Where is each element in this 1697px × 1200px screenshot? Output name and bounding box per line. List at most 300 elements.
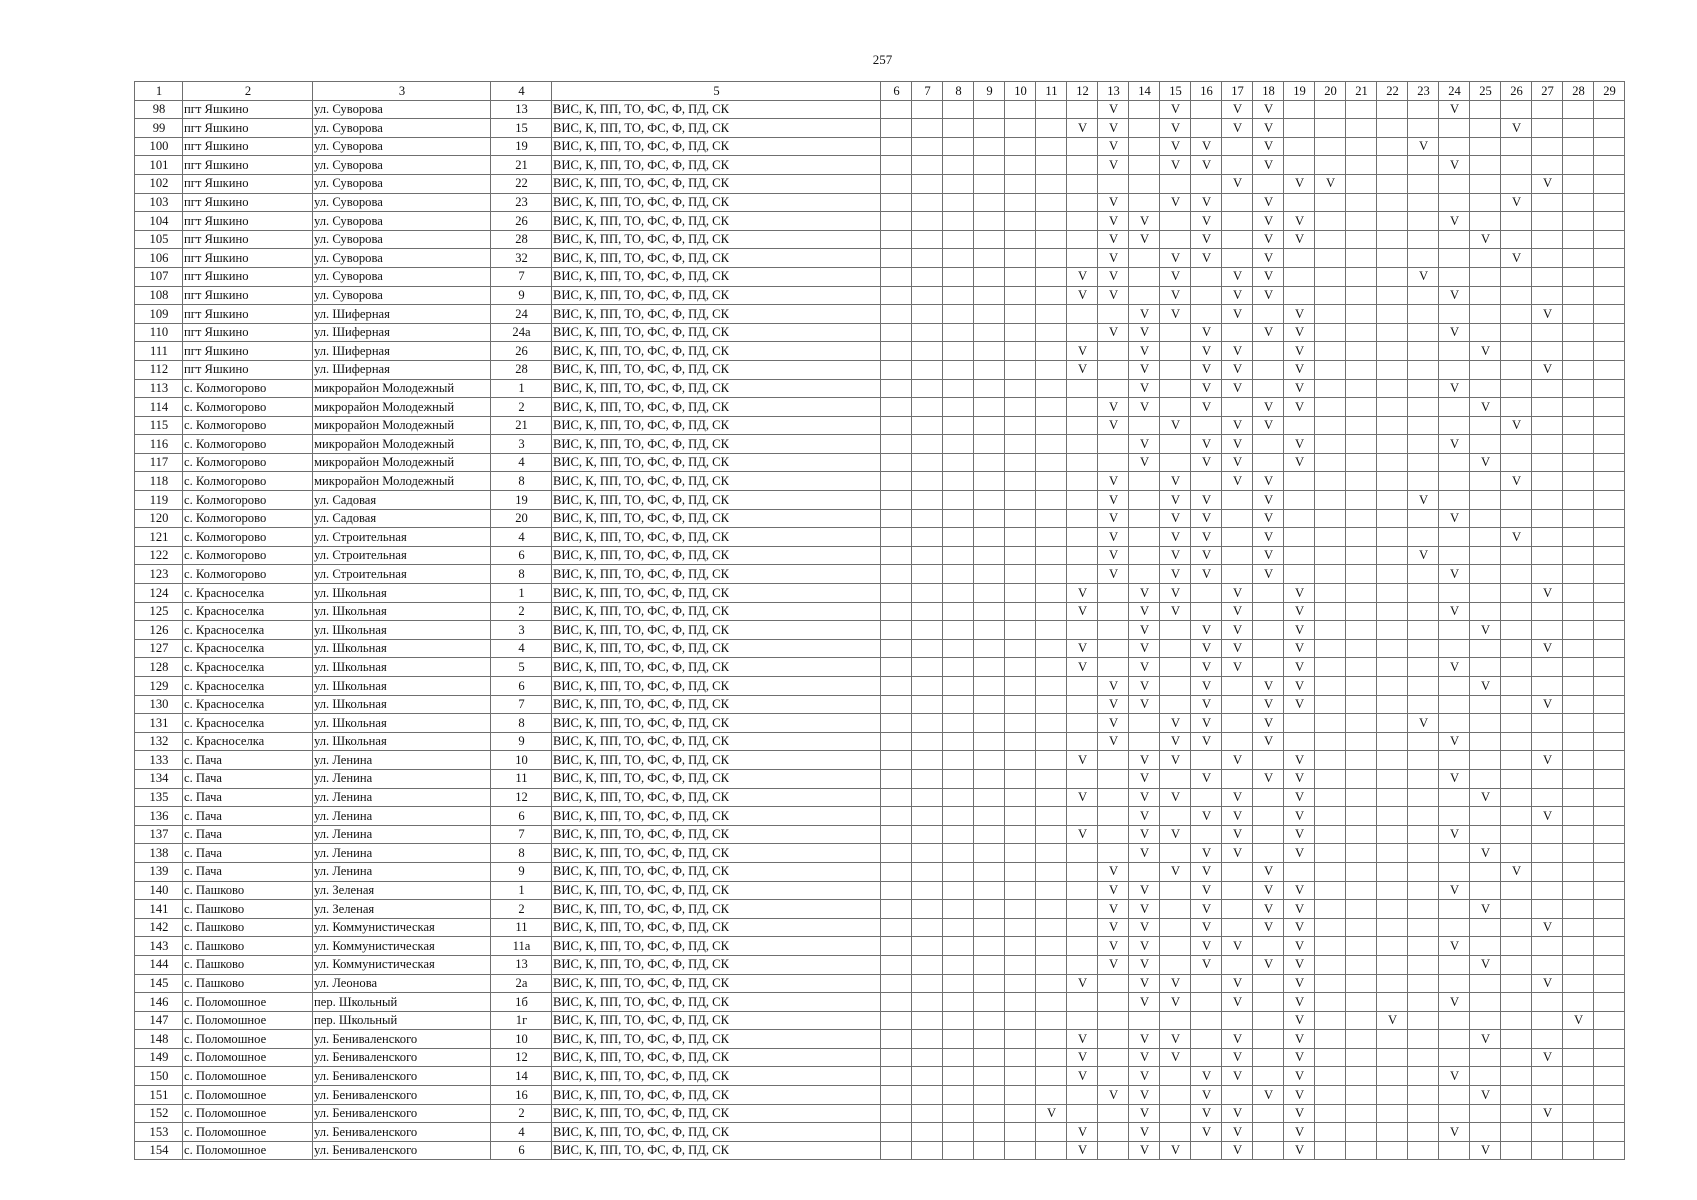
empty-cell: [1377, 119, 1408, 138]
empty-cell: [1408, 1141, 1439, 1160]
check-mark-cell: V: [1253, 918, 1284, 937]
empty-cell: [943, 714, 974, 733]
empty-cell: [1470, 435, 1501, 454]
empty-cell: [1284, 267, 1315, 286]
row-number: 140: [135, 881, 183, 900]
empty-cell: [912, 472, 943, 491]
empty-cell: [1036, 714, 1067, 733]
empty-cell: [912, 788, 943, 807]
empty-cell: [1594, 788, 1625, 807]
check-mark-cell: V: [1129, 677, 1160, 696]
check-mark-cell: V: [1439, 565, 1470, 584]
check-mark-cell: V: [1284, 1011, 1315, 1030]
work-types-cell: ВИС, К, ПП, ТО, ФС, Ф, ПД, СК: [552, 825, 881, 844]
empty-cell: [943, 119, 974, 138]
empty-cell: [1532, 453, 1563, 472]
empty-cell: [1408, 305, 1439, 324]
settlement-cell: с. Колмогорово: [183, 491, 313, 510]
empty-cell: [943, 658, 974, 677]
check-mark-cell: V: [1470, 955, 1501, 974]
empty-cell: [1036, 1123, 1067, 1142]
empty-cell: [1005, 137, 1036, 156]
empty-cell: [1501, 546, 1532, 565]
empty-cell: [1377, 602, 1408, 621]
empty-cell: [1036, 900, 1067, 919]
empty-cell: [943, 100, 974, 119]
empty-cell: [943, 862, 974, 881]
empty-cell: [1222, 881, 1253, 900]
empty-cell: [1315, 212, 1346, 231]
empty-cell: [1377, 379, 1408, 398]
empty-cell: [1191, 974, 1222, 993]
check-mark-cell: V: [1191, 1104, 1222, 1123]
empty-cell: [881, 1123, 912, 1142]
check-mark-cell: V: [1129, 900, 1160, 919]
empty-cell: [1532, 1123, 1563, 1142]
empty-cell: [881, 695, 912, 714]
empty-cell: [1501, 342, 1532, 361]
empty-cell: [1036, 249, 1067, 268]
empty-cell: [1222, 230, 1253, 249]
empty-cell: [1377, 528, 1408, 547]
check-mark-cell: V: [1129, 788, 1160, 807]
row-number: 125: [135, 602, 183, 621]
empty-cell: [1005, 844, 1036, 863]
check-mark-cell: V: [1098, 732, 1129, 751]
empty-cell: [1501, 137, 1532, 156]
empty-cell: [912, 584, 943, 603]
table-row: [135, 528, 1625, 547]
work-types-cell: ВИС, К, ПП, ТО, ФС, Ф, ПД, СК: [552, 360, 881, 379]
empty-cell: [1501, 323, 1532, 342]
check-mark-cell: V: [1129, 658, 1160, 677]
check-mark-cell: V: [1098, 695, 1129, 714]
house-number-cell: 28: [491, 230, 552, 249]
empty-cell: [1408, 453, 1439, 472]
work-types-cell: ВИС, К, ПП, ТО, ФС, Ф, ПД, СК: [552, 286, 881, 305]
empty-cell: [1594, 658, 1625, 677]
empty-cell: [1315, 677, 1346, 696]
settlement-cell: пгт Яшкино: [183, 230, 313, 249]
empty-cell: [1346, 509, 1377, 528]
empty-cell: [1594, 398, 1625, 417]
check-mark-cell: V: [1222, 658, 1253, 677]
empty-cell: [1067, 398, 1098, 417]
empty-cell: [1160, 918, 1191, 937]
check-mark-cell: V: [1191, 695, 1222, 714]
table-row: [135, 193, 1625, 212]
empty-cell: [1160, 323, 1191, 342]
empty-cell: [1036, 305, 1067, 324]
empty-cell: [1067, 212, 1098, 231]
street-cell: ул. Бенивалeнского: [313, 1086, 491, 1105]
empty-cell: [1036, 379, 1067, 398]
check-mark-cell: V: [1284, 974, 1315, 993]
empty-cell: [1470, 119, 1501, 138]
empty-cell: [1439, 714, 1470, 733]
column-header-10: 10: [1005, 82, 1036, 101]
table-row: [135, 1067, 1625, 1086]
check-mark-cell: V: [1222, 974, 1253, 993]
empty-cell: [1594, 546, 1625, 565]
check-mark-cell: V: [1501, 249, 1532, 268]
empty-cell: [1346, 769, 1377, 788]
check-mark-cell: V: [1284, 1086, 1315, 1105]
check-mark-cell: V: [1129, 825, 1160, 844]
table-row: [135, 732, 1625, 751]
empty-cell: [1377, 249, 1408, 268]
check-mark-cell: V: [1129, 639, 1160, 658]
empty-cell: [1005, 695, 1036, 714]
empty-cell: [1439, 267, 1470, 286]
empty-cell: [1005, 1141, 1036, 1160]
empty-cell: [1594, 305, 1625, 324]
empty-cell: [1532, 249, 1563, 268]
empty-cell: [1470, 100, 1501, 119]
table-row: [135, 621, 1625, 640]
empty-cell: [1067, 174, 1098, 193]
empty-cell: [1439, 305, 1470, 324]
work-types-cell: ВИС, К, ПП, ТО, ФС, Ф, ПД, СК: [552, 1141, 881, 1160]
empty-cell: [1563, 267, 1594, 286]
check-mark-cell: V: [1098, 156, 1129, 175]
house-number-cell: 12: [491, 788, 552, 807]
empty-cell: [881, 602, 912, 621]
row-number: 147: [135, 1011, 183, 1030]
empty-cell: [1594, 286, 1625, 305]
check-mark-cell: V: [1160, 546, 1191, 565]
empty-cell: [912, 900, 943, 919]
empty-cell: [1346, 1011, 1377, 1030]
work-types-cell: ВИС, К, ПП, ТО, ФС, Ф, ПД, СК: [552, 416, 881, 435]
empty-cell: [1408, 844, 1439, 863]
empty-cell: [1594, 435, 1625, 454]
empty-cell: [881, 323, 912, 342]
street-cell: ул. Садовая: [313, 509, 491, 528]
check-mark-cell: V: [1129, 1141, 1160, 1160]
empty-cell: [1346, 714, 1377, 733]
empty-cell: [1563, 639, 1594, 658]
empty-cell: [1408, 1030, 1439, 1049]
check-mark-cell: V: [1160, 305, 1191, 324]
empty-cell: [1284, 119, 1315, 138]
empty-cell: [1439, 1086, 1470, 1105]
check-mark-cell: V: [1439, 769, 1470, 788]
empty-cell: [912, 546, 943, 565]
empty-cell: [1036, 565, 1067, 584]
empty-cell: [1563, 1141, 1594, 1160]
empty-cell: [1377, 360, 1408, 379]
empty-cell: [1036, 677, 1067, 696]
check-mark-cell: V: [1284, 900, 1315, 919]
empty-cell: [1594, 509, 1625, 528]
check-mark-cell: V: [1191, 900, 1222, 919]
empty-cell: [1501, 584, 1532, 603]
empty-cell: [1346, 1141, 1377, 1160]
empty-cell: [974, 565, 1005, 584]
row-number: 111: [135, 342, 183, 361]
check-mark-cell: V: [1098, 119, 1129, 138]
settlement-cell: с. Красноселка: [183, 658, 313, 677]
empty-cell: [1377, 342, 1408, 361]
check-mark-cell: V: [1222, 1048, 1253, 1067]
empty-cell: [1315, 249, 1346, 268]
house-number-cell: 4: [491, 453, 552, 472]
empty-cell: [943, 249, 974, 268]
street-cell: микрорайон Молодежный: [313, 379, 491, 398]
work-types-cell: ВИС, К, ПП, ТО, ФС, Ф, ПД, СК: [552, 174, 881, 193]
empty-cell: [943, 1141, 974, 1160]
empty-cell: [1346, 212, 1377, 231]
check-mark-cell: V: [1067, 1141, 1098, 1160]
empty-cell: [1439, 342, 1470, 361]
empty-cell: [1036, 658, 1067, 677]
empty-cell: [1346, 119, 1377, 138]
empty-cell: [1470, 881, 1501, 900]
empty-cell: [881, 639, 912, 658]
check-mark-cell: V: [1284, 305, 1315, 324]
table-row: [135, 267, 1625, 286]
check-mark-cell: V: [1253, 119, 1284, 138]
empty-cell: [1563, 100, 1594, 119]
settlement-cell: с. Красноселка: [183, 639, 313, 658]
work-types-cell: ВИС, К, ПП, ТО, ФС, Ф, ПД, СК: [552, 714, 881, 733]
check-mark-cell: V: [1191, 769, 1222, 788]
empty-cell: [1501, 286, 1532, 305]
empty-cell: [1439, 1030, 1470, 1049]
check-mark-cell: V: [1191, 937, 1222, 956]
empty-cell: [1408, 900, 1439, 919]
empty-cell: [1067, 435, 1098, 454]
empty-cell: [1036, 1141, 1067, 1160]
check-mark-cell: V: [1377, 1011, 1408, 1030]
empty-cell: [1346, 230, 1377, 249]
empty-cell: [1470, 658, 1501, 677]
settlement-cell: с. Пашково: [183, 881, 313, 900]
empty-cell: [1067, 993, 1098, 1012]
empty-cell: [1160, 807, 1191, 826]
empty-cell: [1253, 1067, 1284, 1086]
empty-cell: [881, 677, 912, 696]
empty-cell: [912, 881, 943, 900]
empty-cell: [1439, 119, 1470, 138]
empty-cell: [1501, 658, 1532, 677]
empty-cell: [974, 528, 1005, 547]
check-mark-cell: V: [1160, 509, 1191, 528]
empty-cell: [1501, 1011, 1532, 1030]
empty-cell: [912, 156, 943, 175]
empty-cell: [943, 193, 974, 212]
empty-cell: [1067, 156, 1098, 175]
empty-cell: [1594, 212, 1625, 231]
table-row: [135, 546, 1625, 565]
empty-cell: [1470, 472, 1501, 491]
empty-cell: [1470, 546, 1501, 565]
empty-cell: [1222, 677, 1253, 696]
empty-cell: [1129, 1011, 1160, 1030]
empty-cell: [912, 491, 943, 510]
check-mark-cell: V: [1067, 974, 1098, 993]
empty-cell: [943, 1030, 974, 1049]
empty-cell: [1470, 193, 1501, 212]
street-cell: ул. Ленина: [313, 825, 491, 844]
empty-cell: [1005, 937, 1036, 956]
empty-cell: [1408, 881, 1439, 900]
empty-cell: [1005, 546, 1036, 565]
check-mark-cell: V: [1067, 1067, 1098, 1086]
empty-cell: [1222, 528, 1253, 547]
check-mark-cell: V: [1532, 174, 1563, 193]
empty-cell: [943, 807, 974, 826]
row-number: 145: [135, 974, 183, 993]
empty-cell: [1067, 528, 1098, 547]
empty-cell: [1098, 602, 1129, 621]
empty-cell: [1594, 472, 1625, 491]
empty-cell: [912, 732, 943, 751]
empty-cell: [943, 472, 974, 491]
empty-cell: [1377, 658, 1408, 677]
work-types-cell: ВИС, К, ПП, ТО, ФС, Ф, ПД, СК: [552, 881, 881, 900]
empty-cell: [974, 174, 1005, 193]
empty-cell: [1408, 100, 1439, 119]
empty-cell: [974, 249, 1005, 268]
empty-cell: [881, 249, 912, 268]
check-mark-cell: V: [1253, 862, 1284, 881]
empty-cell: [1315, 491, 1346, 510]
empty-cell: [1501, 565, 1532, 584]
empty-cell: [1594, 769, 1625, 788]
empty-cell: [974, 1086, 1005, 1105]
check-mark-cell: V: [1222, 342, 1253, 361]
empty-cell: [881, 732, 912, 751]
settlement-cell: с. Пача: [183, 862, 313, 881]
empty-cell: [1470, 360, 1501, 379]
empty-cell: [881, 546, 912, 565]
work-types-cell: ВИС, К, ПП, ТО, ФС, Ф, ПД, СК: [552, 528, 881, 547]
check-mark-cell: V: [1222, 807, 1253, 826]
empty-cell: [1532, 1030, 1563, 1049]
empty-cell: [912, 1086, 943, 1105]
check-mark-cell: V: [1129, 955, 1160, 974]
check-mark-cell: V: [1222, 788, 1253, 807]
check-mark-cell: V: [1284, 174, 1315, 193]
work-types-cell: ВИС, К, ПП, ТО, ФС, Ф, ПД, СК: [552, 602, 881, 621]
empty-cell: [1191, 1011, 1222, 1030]
empty-cell: [1563, 472, 1594, 491]
house-number-cell: 1: [491, 379, 552, 398]
empty-cell: [1036, 342, 1067, 361]
empty-cell: [1067, 491, 1098, 510]
empty-cell: [1315, 584, 1346, 603]
empty-cell: [1501, 1067, 1532, 1086]
empty-cell: [1563, 193, 1594, 212]
empty-cell: [1501, 825, 1532, 844]
check-mark-cell: V: [1284, 1048, 1315, 1067]
empty-cell: [1315, 825, 1346, 844]
row-number: 99: [135, 119, 183, 138]
empty-cell: [1222, 862, 1253, 881]
empty-cell: [1346, 528, 1377, 547]
empty-cell: [1439, 751, 1470, 770]
empty-cell: [912, 435, 943, 454]
check-mark-cell: V: [1253, 565, 1284, 584]
empty-cell: [1563, 1048, 1594, 1067]
check-mark-cell: V: [1532, 584, 1563, 603]
empty-cell: [1160, 174, 1191, 193]
check-mark-cell: V: [1470, 1030, 1501, 1049]
empty-cell: [974, 955, 1005, 974]
empty-cell: [881, 119, 912, 138]
table-row: [135, 379, 1625, 398]
check-mark-cell: V: [1470, 342, 1501, 361]
empty-cell: [881, 156, 912, 175]
column-header-26: 26: [1501, 82, 1532, 101]
empty-cell: [1377, 584, 1408, 603]
empty-cell: [1501, 807, 1532, 826]
settlement-cell: с. Пашково: [183, 900, 313, 919]
check-mark-cell: V: [1222, 435, 1253, 454]
empty-cell: [1129, 119, 1160, 138]
empty-cell: [1346, 621, 1377, 640]
empty-cell: [974, 714, 1005, 733]
work-types-cell: ВИС, К, ПП, ТО, ФС, Ф, ПД, СК: [552, 658, 881, 677]
empty-cell: [1005, 435, 1036, 454]
empty-cell: [1532, 416, 1563, 435]
check-mark-cell: V: [1222, 937, 1253, 956]
check-mark-cell: V: [1191, 212, 1222, 231]
house-number-cell: 3: [491, 621, 552, 640]
empty-cell: [881, 807, 912, 826]
table-row: [135, 751, 1625, 770]
empty-cell: [1067, 769, 1098, 788]
settlement-cell: с. Красноселка: [183, 714, 313, 733]
row-number: 104: [135, 212, 183, 231]
empty-cell: [912, 323, 943, 342]
street-cell: ул. Ленина: [313, 769, 491, 788]
work-types-cell: ВИС, К, ПП, ТО, ФС, Ф, ПД, СК: [552, 1104, 881, 1123]
empty-cell: [1346, 1030, 1377, 1049]
empty-cell: [1005, 918, 1036, 937]
work-types-cell: ВИС, К, ПП, ТО, ФС, Ф, ПД, СК: [552, 453, 881, 472]
empty-cell: [1284, 137, 1315, 156]
house-number-cell: 13: [491, 955, 552, 974]
empty-cell: [1160, 1104, 1191, 1123]
empty-cell: [1563, 677, 1594, 696]
empty-cell: [1315, 230, 1346, 249]
check-mark-cell: V: [1222, 360, 1253, 379]
empty-cell: [1160, 769, 1191, 788]
house-number-cell: 12: [491, 1048, 552, 1067]
empty-cell: [1563, 825, 1594, 844]
empty-cell: [1346, 900, 1377, 919]
empty-cell: [1315, 1030, 1346, 1049]
empty-cell: [943, 1104, 974, 1123]
empty-cell: [974, 156, 1005, 175]
empty-cell: [912, 1030, 943, 1049]
check-mark-cell: V: [1160, 267, 1191, 286]
check-mark-cell: V: [1191, 955, 1222, 974]
check-mark-cell: V: [1253, 193, 1284, 212]
empty-cell: [1036, 1067, 1067, 1086]
empty-cell: [1346, 695, 1377, 714]
check-mark-cell: V: [1222, 379, 1253, 398]
empty-cell: [881, 993, 912, 1012]
check-mark-cell: V: [1222, 844, 1253, 863]
empty-cell: [1408, 658, 1439, 677]
check-mark-cell: V: [1191, 1086, 1222, 1105]
row-number: 105: [135, 230, 183, 249]
empty-cell: [1439, 844, 1470, 863]
